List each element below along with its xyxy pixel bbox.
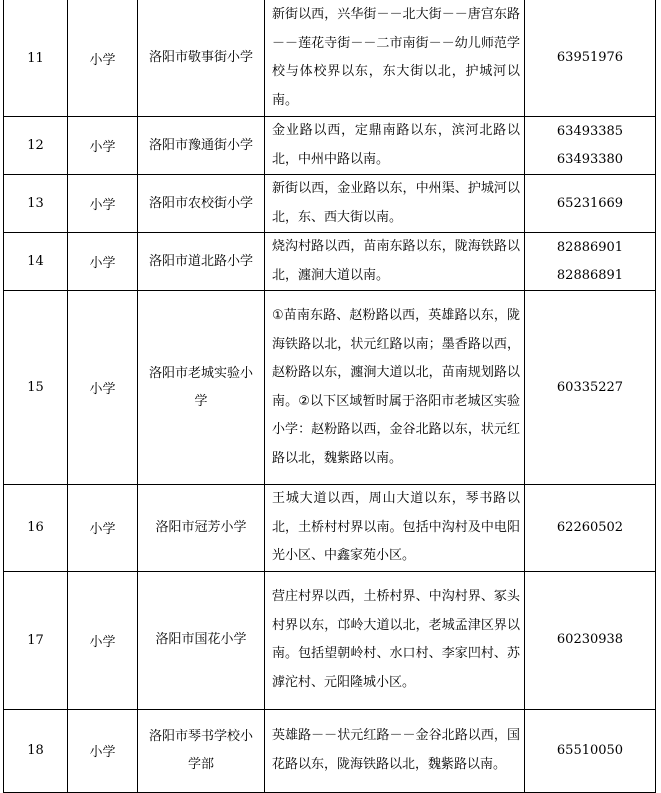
district-description: ①苗南东路、赵粉路以西，英雄路以东，陇海铁路以北，状元红路以南；墨香路以西，赵粉路以东，瀍涧大道以北，苗南规划路以南。②以下区域暂时属于洛阳市老城区实验小学：赵粉路以西，金谷北路以东，状元红路以北，魏紫路以南。 [265,291,525,485]
phone-cell [525,175,656,233]
school-name: 洛阳市琴书学校小学部 [138,709,265,792]
row-number: 12 [4,117,68,175]
school-name: 洛阳市道北路小学 [138,233,265,291]
table-row [4,117,656,175]
phone-number: 63951976 [556,50,624,65]
school-type: 小学 [68,291,138,485]
table-row [4,485,656,572]
district-description: 新街以西，金业路以东，中州渠、护城河以北，东、西大街以南。 [265,175,525,233]
phone-cell [525,571,656,709]
phone-number: 65510050 [556,742,624,758]
row-number: 13 [4,175,68,233]
phone-cell [525,233,656,291]
school-type: 小学 [68,571,138,709]
phone-number: 82886901 [556,239,624,255]
phone-cell [525,485,656,572]
school-type: 小学 [68,175,138,233]
row-number: 16 [4,485,68,572]
school-type: 小学 [68,233,138,291]
phone-number: 82886891 [556,267,624,283]
table-body [4,0,656,792]
phone-cell [525,709,656,792]
school-name: 洛阳市农校街小学 [138,175,265,233]
phone-cell [525,117,656,175]
table-row [4,709,656,792]
row-number: 15 [4,291,68,485]
school-district-table [3,0,656,793]
school-type: 小学 [68,485,138,572]
district-description: 烧沟村路以西，苗南东路以东，陇海铁路以北，瀍涧大道以南。 [265,233,525,291]
school-name: 洛阳市豫通街小学 [138,117,265,175]
table-row [4,0,656,117]
table-row [4,291,656,485]
row-number: 14 [4,233,68,291]
phone-number: 63493385 [556,123,624,139]
phone-number: 63493380 [556,151,624,167]
row-number: 18 [4,709,68,792]
phone-number: 62260502 [556,519,624,535]
school-type: 小学 [68,0,138,117]
district-description: 营庄村界以西，土桥村界、中沟村界、冢头村界以东，邙岭大道以北，老城孟津区界以南。包括望朝岭村、水口村、李家凹村、苏滹沱村、元阳隆城小区。 [265,571,525,709]
district-description: 英雄路－－状元红路－－金谷北路以西，国花路以东，陇海铁路以北，魏紫路以南。 [265,709,525,792]
phone-number: 60335227 [556,379,624,395]
school-name: 洛阳市国花小学 [138,571,265,709]
row-number: 11 [4,0,68,117]
district-description: 金业路以西，定鼎南路以东，滨河北路以北，中州中路以南。 [265,117,525,175]
school-type: 小学 [68,709,138,792]
table-row [4,233,656,291]
table-row [4,571,656,709]
phone-cell [525,291,656,485]
row-number: 17 [4,571,68,709]
district-description: 新街以西，兴华街－－北大街－－唐宫东路－－莲花寺街－－二市南街－－幼儿师范学校与体校界以东，东大街以北，护城河以南。 [265,0,525,117]
table-row [4,175,656,233]
district-description: 王城大道以西，周山大道以东，琴书路以北，土桥村村界以南。包括中沟村及中电阳光小区、中鑫家苑小区。 [265,485,525,572]
school-name: 洛阳市老城实验小学 [138,291,265,485]
phone-cell [525,0,656,117]
school-name: 洛阳市冠芳小学 [138,485,265,572]
phone-number: 65231669 [556,195,624,211]
school-name: 洛阳市敬事街小学 [138,0,265,117]
school-type: 小学 [68,117,138,175]
phone-number: 60230938 [556,632,624,647]
